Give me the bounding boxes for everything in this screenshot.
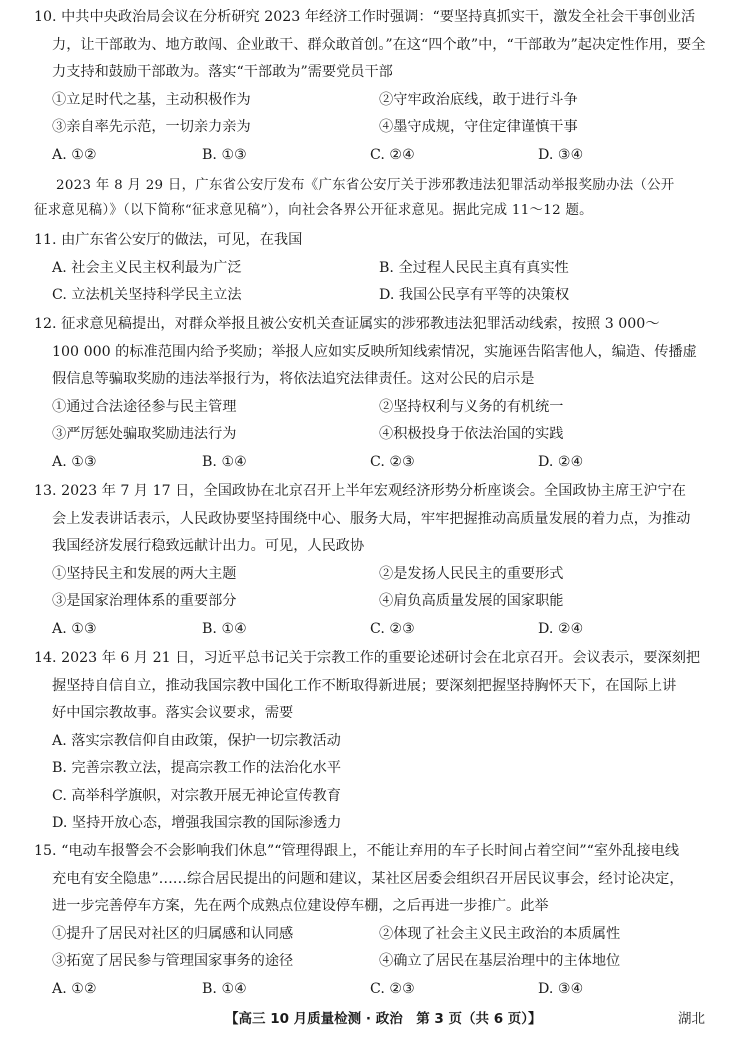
- choice-row: [34, 449, 724, 477]
- statement: ①通过合法途径参与民主管理: [52, 398, 237, 415]
- statement: ③拓宽了居民参与管理国家事务的途径: [52, 953, 294, 969]
- question-stem-line: 10. 中共中央政治局会议在分析研究 2023 年经济工作时强调：“要坚持真抓实干，激发全社会干事创业活: [34, 9, 696, 25]
- question-12: [34, 311, 724, 476]
- statement-row: [34, 588, 724, 616]
- question-stem-line: 11. 由广东省公安厅的做法，可见，在我国: [34, 232, 303, 248]
- choice-a: A. ①③: [52, 620, 97, 637]
- choice-b: B. ①④: [202, 980, 247, 997]
- choice-a: A. ①②: [52, 980, 97, 997]
- statement: ②体现了社会主义民主政治的本质属性: [379, 925, 621, 942]
- choice-c: C. ②③: [370, 453, 415, 470]
- question-stem-line: 力，让干部敢为、地方敢闯、企业敢干、群众敢首创。”在这“四个敢”中，“干部敢为”起决定性作用，要全: [52, 36, 706, 53]
- choice-row: [34, 976, 724, 1004]
- choice-c: C. ②④: [370, 146, 415, 163]
- question-14: [34, 645, 724, 838]
- question-stem-line: 进一步完善停车方案，先在两个成熟点位建设停车棚，之后再进一步推广。此举: [52, 898, 549, 914]
- choice-b: B. ①③: [202, 146, 247, 163]
- statement-row: [34, 421, 724, 449]
- statement: ①提升了居民对社区的归属感和认同感: [52, 925, 294, 942]
- statement: ②守牢政治底线，敢于进行斗争: [379, 91, 578, 108]
- question-stem-line: 握坚持自信自立，推动我国宗教中国化工作不断取得新进展；要深刻把握坚持胸怀天下，在国际上讲: [52, 677, 677, 694]
- statement-row: [34, 114, 724, 142]
- statement-row: [34, 394, 724, 422]
- choice-b: B. ①④: [202, 620, 247, 637]
- choice-d: D. ③④: [538, 980, 584, 997]
- statement-row: [34, 948, 724, 976]
- question-stem-line: 力支持和鼓励干部敢为。落实“干部敢为”需要党员干部: [52, 64, 393, 80]
- statement-row: [34, 87, 724, 115]
- material-line: 征求意见稿）》（以下简称“征求意见稿”），向社会各界公开征求意见。据此完成 11～12 题。: [34, 203, 593, 218]
- statement-row: [34, 561, 724, 589]
- question-stem-line: 100 000 的标准范围内给予奖励；举报人应如实反映所知线索情况，实施诬告陷害他人，编造、传播虚: [52, 343, 697, 360]
- choice-d: D. ②④: [538, 453, 584, 470]
- statement: ①立足时代之基，主动积极作为: [52, 91, 251, 108]
- statement: ③是国家治理体系的重要部分: [52, 593, 237, 609]
- choice-d: D. ③④: [538, 146, 584, 163]
- option-b: B. 完善宗教立法，提高宗教工作的法治化水平: [52, 760, 342, 776]
- question-stem-line: 假信息等骗取奖励的违法举报行为，将依法追究法律责任。这对公民的启示是: [52, 371, 535, 387]
- statement: ④墨守成规，守住定律谨慎干事: [379, 119, 578, 135]
- statement: ④积极投身于依法治国的实践: [379, 426, 564, 442]
- option-c: C. 立法机关坚持科学民主立法: [52, 287, 242, 303]
- footer-region: 湖北: [678, 1011, 705, 1027]
- choice-c: C. ②③: [370, 620, 415, 637]
- question-stem-line: 12. 征求意见稿提出，对群众举报且被公安机关查证属实的涉邪教违法犯罪活动线索，按照 3 000～: [34, 316, 660, 332]
- choice-row: [34, 616, 724, 644]
- option-row: [34, 255, 724, 283]
- statement: ④肩负高质量发展的国家职能: [379, 593, 564, 609]
- reading-material: [34, 173, 724, 223]
- question-10: [34, 4, 724, 169]
- statement-row: [34, 921, 724, 949]
- question-15: [34, 838, 724, 1003]
- choice-a: A. ①③: [52, 453, 97, 470]
- question-stem-line: 会上发表讲话表示，人民政协要坚持围绕中心、服务大局，牢牢把握推动高质量发展的着力点，为推动: [52, 510, 691, 527]
- option-d: D. 坚持开放心态，增强我国宗教的国际渗透力: [52, 815, 342, 831]
- question-stem-line: 我国经济发展行稳致远献计出力。可见，人民政协: [52, 538, 365, 554]
- statement: ①坚持民主和发展的两大主题: [52, 565, 237, 582]
- option-row: [34, 282, 724, 310]
- question-13: [34, 478, 724, 643]
- material-line: 2023 年 8 月 29 日，广东省公安厅发布《广东省公安厅关于涉邪教违法犯罪活动举报奖励办法（公开: [56, 178, 675, 193]
- question-stem-line: 好中国宗教故事。落实会议要求，需要: [52, 705, 294, 721]
- choice-row: [34, 142, 724, 170]
- statement: ②是发扬人民民主的重要形式: [379, 565, 564, 582]
- option-c: C. 高举科学旗帜，对宗教开展无神论宣传教育: [52, 787, 341, 804]
- choice-d: D. ②④: [538, 620, 584, 637]
- option-b: B. 全过程人民民主真有真实性: [379, 259, 569, 276]
- choice-c: C. ②③: [370, 980, 415, 997]
- statement: ②坚持权利与义务的有机统一: [379, 398, 564, 415]
- question-stem-line: 15. “电动车报警会不会影响我们休息”“管理得跟上，不能让弃用的车子长时间占着空间”“室外乱接电线: [34, 843, 680, 859]
- option-a: A. 落实宗教信仰自由政策，保护一切宗教活动: [52, 732, 341, 749]
- page-footer: [0, 1006, 739, 1032]
- footer-page-info: 【高三 10 月质量检测 · 政治 第 3 页（共 6 页）】: [225, 1011, 542, 1027]
- question-stem-line: 充电有安全隐患”……综合居民提出的问题和建议，某社区居委会组织召开居民议事会，经讨论决定，: [52, 870, 684, 887]
- choice-b: B. ①④: [202, 453, 247, 470]
- option-a: A. 社会主义民主权利最为广泛: [52, 259, 242, 276]
- statement: ④确立了居民在基层治理中的主体地位: [379, 953, 621, 969]
- statement: ③亲自率先示范，一切亲力亲为: [52, 119, 251, 135]
- option-d: D. 我国公民享有平等的决策权: [379, 287, 570, 303]
- statement: ③严厉惩处骗取奖励违法行为: [52, 426, 237, 442]
- choice-a: A. ①②: [52, 146, 97, 163]
- question-11: [34, 227, 724, 310]
- question-stem-line: 14. 2023 年 6 月 21 日，习近平总书记关于宗教工作的重要论述研讨会在北京召开。会议表示，要深刻把: [34, 650, 701, 666]
- question-stem-line: 13. 2023 年 7 月 17 日，全国政协在北京召开上半年宏观经济形势分析座谈会。全国政协主席王沪宁在: [34, 483, 686, 499]
